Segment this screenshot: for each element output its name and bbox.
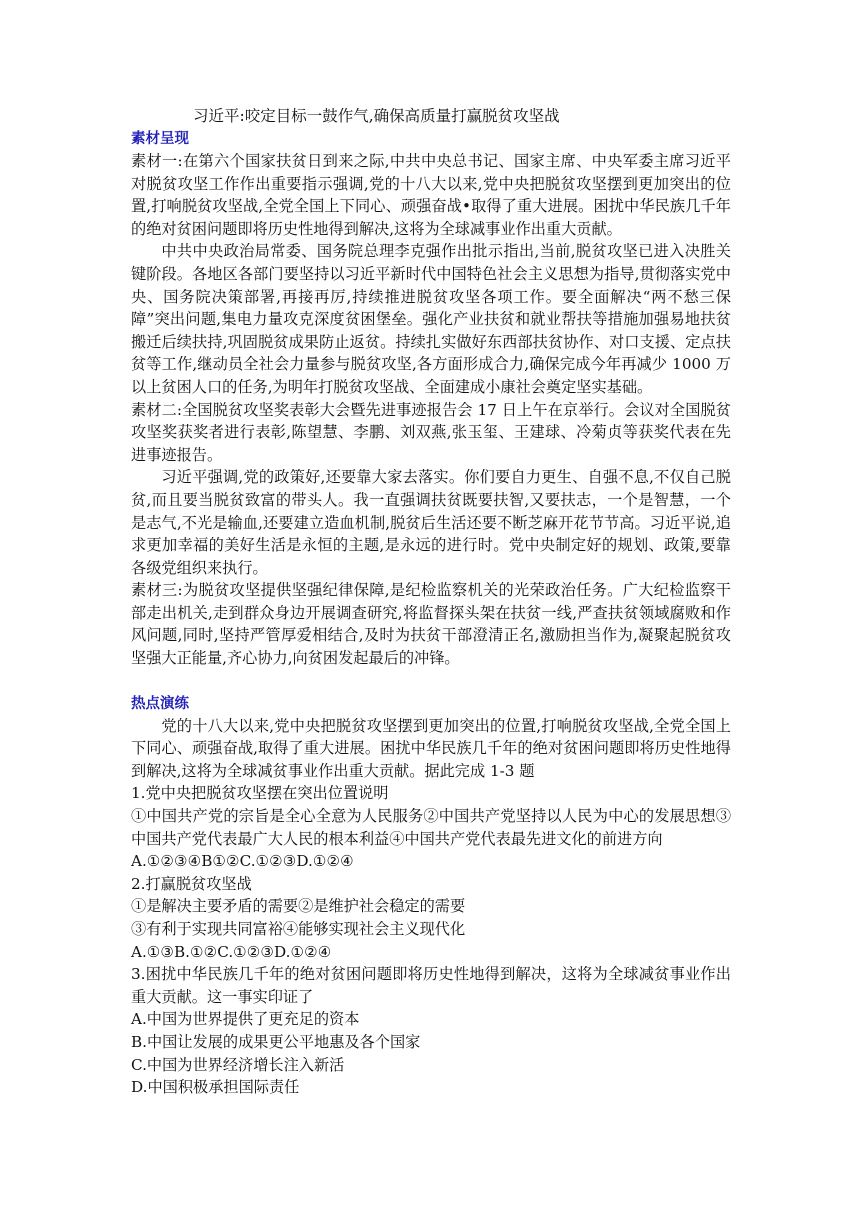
- answer-option: A.①③B.①②C.①②③D.①②④: [131, 942, 332, 961]
- answer-option: A.中国为世界提供了更充足的资本: [131, 1010, 360, 1029]
- section-spacer: [131, 670, 731, 693]
- question-stem: 1.党中央把脱贫攻坚摆在突出位置说明: [131, 784, 389, 803]
- answer-option: A.①②③④B①②C.①②③D.①②④: [131, 852, 354, 871]
- section-heading-exercises: 热点演练: [131, 695, 189, 712]
- answer-option: C.中国为世界经济增长注入新活: [131, 1055, 345, 1074]
- document-title: 习近平:咬定目标一鼓作气,确保高质量打赢脱贫攻坚战: [193, 107, 560, 125]
- exercise-intro: 党的十八大以来,党中央把脱贫攻坚摆到更加突出的位置,打响脱贫攻坚战,全党全国上下同心、顽强奋战,取得了重大进展。困扰中华民族几千年的绝对贫困问题即将历史性地得到解决,这将为全球减贫事业作出重大贡献。据此完成 1-3 题: [131, 716, 731, 780]
- materials-section: [131, 150, 731, 670]
- section-heading-materials: 素材呈现: [131, 131, 189, 147]
- material-paragraph: 习近平强调,党的政策好,还要靠大家去落实。你们要自力更生、自强不息,不仅自己脱贫,而且要当脱贫致富的带头人。我一直强调扶贫既要扶智,又要扶志，一个是智慧，一个是志气,不光是输血,还要建立造血机制,脱贫后生活还要不断芝麻开花节节高。习近平说,追求更加幸福的美好生活是永恒的主题,是永远的进行时。党中央制定好的规划、政策,要靠各级党组织来执行。: [131, 468, 731, 577]
- question-statement: ①是解决主要矛盾的需要②是维护社会稳定的需要: [131, 897, 466, 916]
- document-page: [131, 104, 731, 1099]
- material-paragraph: 素材三:为脱贫攻坚提供坚强纪律保障,是纪检监察机关的光荣政治任务。广大纪检监察干部走出机关,走到群众身边开展调查研究,将监督探头架在扶贫一线,严查扶贫领域腐败和作风问题,同时,坚持严管厚爱相结合,及时为扶贫干部澄清正名,激励担当作为,凝聚起脱贫攻坚强大正能量,齐心协力,向贫困发起最后的冲锋。: [131, 581, 731, 668]
- material-paragraph: 素材二:全国脱贫攻坚奖表彰大会暨先进事迹报告会 17 日上午在京举行。会议对全国脱贫攻坚奖获奖者进行表彰,陈望慧、李鹏、刘双燕,张玉玺、王建球、冷菊贞等获奖代表在先进事迹报告。: [131, 400, 731, 464]
- answer-option: B.中国让发展的成果更公平地惠及各个国家: [131, 1032, 421, 1051]
- questions-section: [131, 782, 731, 1098]
- material-paragraph: 中共中央政治局常委、国务院总理李克强作出批示指出,当前,脱贫攻坚已进入决胜关键阶段。各地区各部门要坚持以习近平新时代中国特色社会主义思想为指导,贯彻落实党中央、国务院决策部署,再接再厉,持续推进脱贫攻坚各项工作。要全面解决“两不愁三保障”突出问题,集电力量攻克深度贫困堡垒。强化产业扶贫和就业帮扶等措施加强易地扶贫搬迁后续扶持,巩固脱贫成果防止返贫。持续扎实做好东西部扶贫协作、对口支援、定点扶贫等工作,继动员全社会力量参与脱贫攻坚,各方面形成合力,确保完成今年再减少 1000 万以上贫困人口的任务,为明年打脱贫攻坚战、全面建成小康社会奠定坚实基础。: [131, 242, 731, 396]
- question-statement: ③有利于实现共同富裕④能够实现社会主义现代化: [131, 920, 466, 938]
- question-statement: ①中国共产党的宗旨是全心全意为人民服务②中国共产党坚持以人民为中心的发展思想③中国共产党代表最广大人民的根本利益④中国共产党代表最先进文化的前进方向: [131, 807, 731, 848]
- question-stem: 2.打赢脱贫攻坚战: [131, 874, 252, 893]
- answer-option: D.中国积极承担国际责任: [131, 1078, 300, 1097]
- question-stem: 3.困扰中华民族几千年的绝对贫困问题即将历史性地得到解决，这将为全球减贫事业作出重大贡献。这一事实印证了: [131, 965, 731, 1006]
- material-paragraph: 素材一:在第六个国家扶贫日到来之际,中共中央总书记、国家主席、中央军委主席习近平对脱贫攻坚工作作出重要指示强调,党的十八大以来,党中央把脱贫攻坚摆到更加突出的位置,打响脱贫攻坚战,全党全国上下同心、顽强奋战•取得了重大进展。困扰中华民族几千年的绝对贫困问题即将历史性地得到解决,这将为全球减事业作出重大贡献。: [131, 152, 731, 238]
